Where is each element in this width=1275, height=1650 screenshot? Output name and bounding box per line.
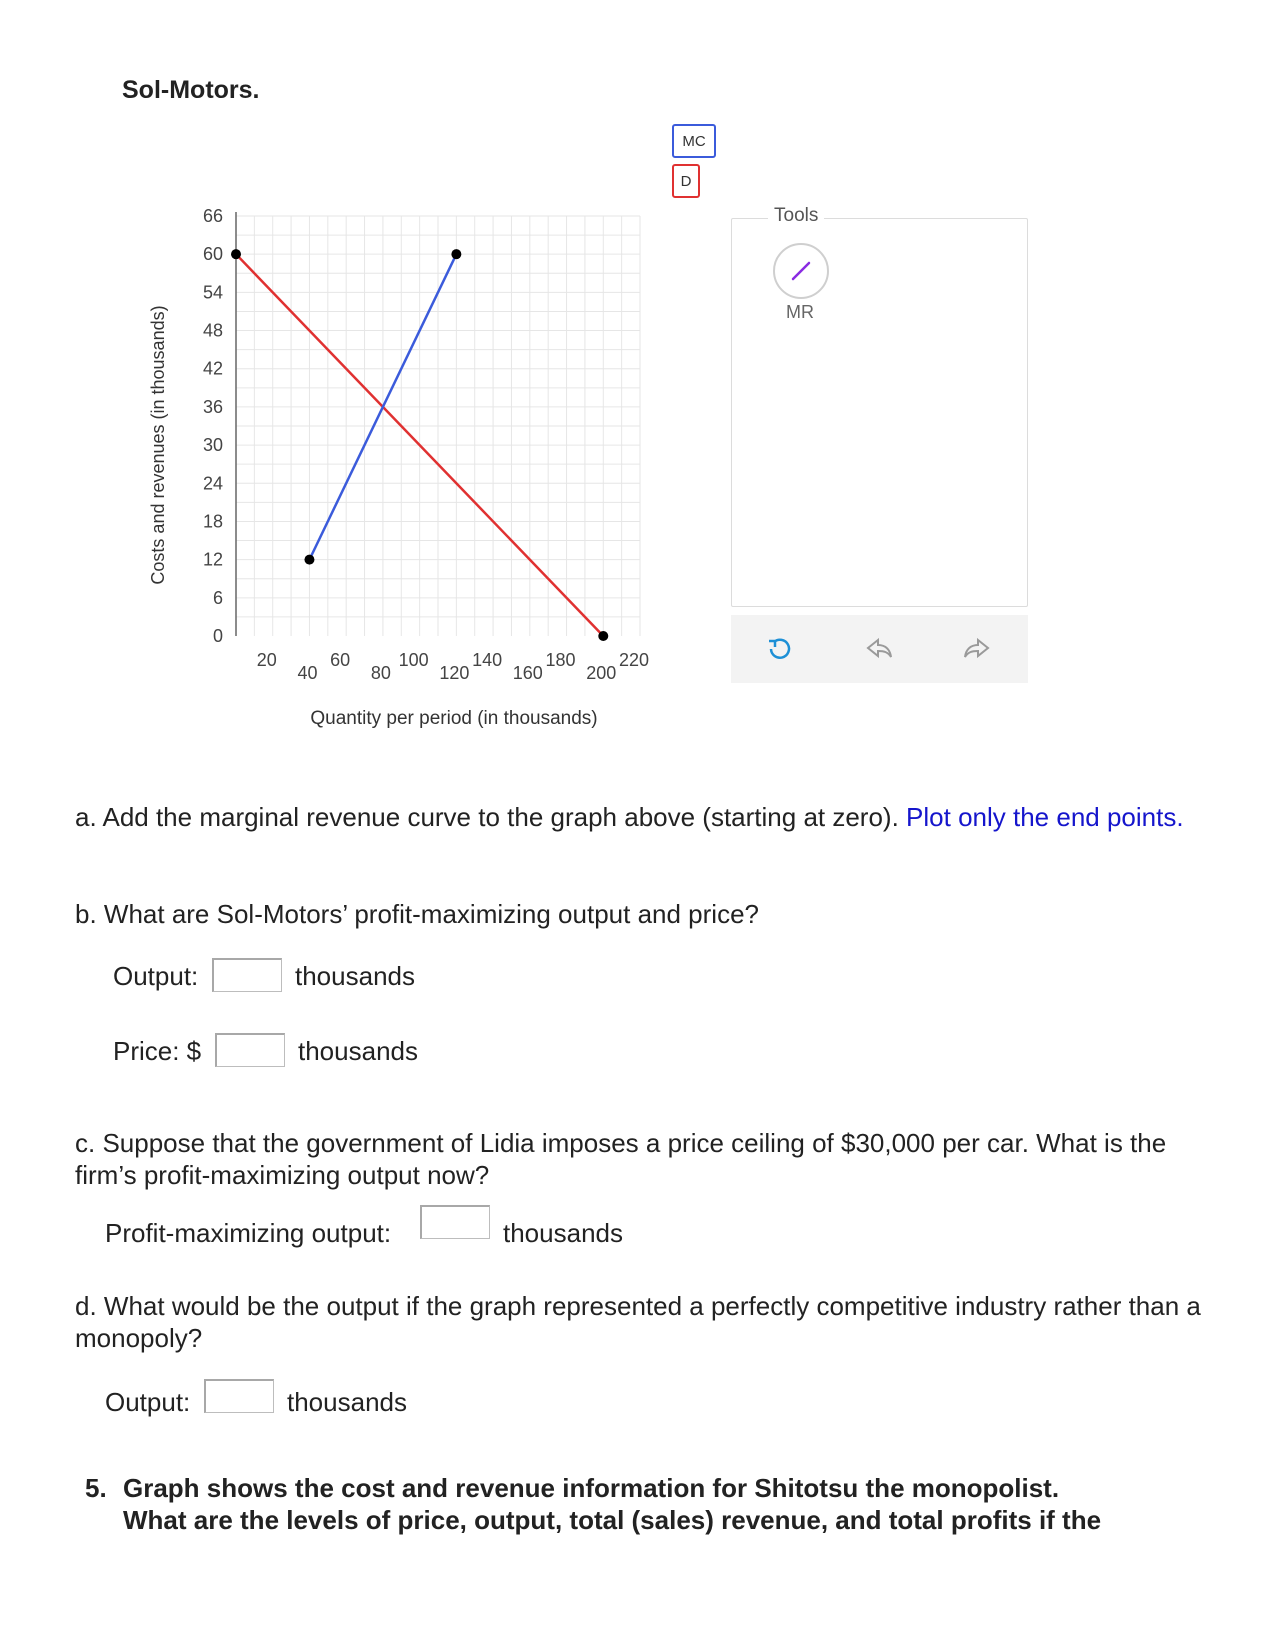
x-tick-label: 20 xyxy=(256,650,277,670)
c-output-unit: thousands xyxy=(503,1218,623,1248)
mc-endpoint[interactable] xyxy=(304,555,314,565)
y-axis-label: Costs and revenues (in thousands) xyxy=(148,305,168,585)
x-tick-label: 140 xyxy=(472,650,503,670)
b-output-input[interactable] xyxy=(212,958,282,992)
y-tick-label: 6 xyxy=(212,587,223,608)
x-tick-label: 60 xyxy=(330,650,351,670)
y-tick-label: 60 xyxy=(202,244,223,265)
y-tick-label: 12 xyxy=(202,549,223,570)
x-tick-label: 160 xyxy=(512,663,543,683)
d-output-unit: thousands xyxy=(287,1387,407,1417)
x-tick-label: 220 xyxy=(618,650,650,670)
x-tick-label: 200 xyxy=(586,663,617,683)
question-5-line1: Graph shows the cost and revenue information for Shitotsu the monopolist. xyxy=(123,1473,1060,1503)
question-a xyxy=(75,801,1215,833)
x-tick-label: 120 xyxy=(439,663,470,683)
y-tick-label: 18 xyxy=(202,511,223,532)
legend-mc[interactable] xyxy=(672,124,716,158)
b-price-input[interactable] xyxy=(215,1033,285,1067)
question-c: c. Suppose that the government of Lidia imposes a price ceiling of $30,000 per car. What is the firm’s profit-maximizing output now? xyxy=(75,1128,1167,1190)
b-output-unit: thousands xyxy=(295,961,415,991)
y-tick-label: 42 xyxy=(202,358,223,379)
d-endpoint[interactable] xyxy=(598,631,608,641)
undo-icon[interactable] xyxy=(862,632,896,666)
y-tick-label: 0 xyxy=(212,626,223,646)
redo-icon[interactable] xyxy=(960,632,994,666)
y-tick-label: 48 xyxy=(202,320,223,341)
question-a-text: a. Add the marginal revenue curve to the graph above (starting at zero). xyxy=(75,802,907,832)
b-price-unit: thousands xyxy=(298,1036,418,1066)
y-tick-label: 66 xyxy=(202,206,223,226)
mr-line-tool-button[interactable] xyxy=(773,243,829,299)
question-5-line2: What are the levels of price, output, total (sales) revenue, and total profits if the xyxy=(123,1505,1102,1535)
chart-ticks xyxy=(203,206,649,683)
question-5-number: 5. xyxy=(85,1473,107,1503)
d-output-label: Output: xyxy=(105,1387,191,1417)
c-output-label: Profit-maximizing output: xyxy=(105,1218,392,1248)
y-tick-label: 36 xyxy=(202,396,223,417)
b-price-label: Price: $ xyxy=(113,1036,202,1066)
y-tick-label: 54 xyxy=(202,282,223,303)
question-5 xyxy=(85,1472,1205,1536)
chart[interactable] xyxy=(140,110,700,730)
legend-mc-label: MC xyxy=(682,132,706,150)
x-tick-label: 40 xyxy=(297,663,318,683)
legend-d-label: D xyxy=(680,172,692,190)
tools-title: Tools xyxy=(768,205,824,227)
chart-grid xyxy=(236,212,640,636)
legend-d[interactable] xyxy=(672,164,700,198)
question-b: b. What are Sol-Motors’ profit-maximizing output and price? xyxy=(75,899,759,929)
x-axis-label: Quantity per period (in thousands) xyxy=(310,708,598,729)
x-tick-label: 180 xyxy=(545,650,576,670)
c-output-input[interactable] xyxy=(420,1205,490,1239)
question-d: d. What would be the output if the graph represented a perfectly competitive industry rather than a monopoly? xyxy=(75,1291,1201,1353)
d-output-input[interactable] xyxy=(204,1379,274,1413)
mc-endpoint[interactable] xyxy=(451,249,461,259)
question-a-highlight: Plot only the end points. xyxy=(906,802,1184,832)
x-tick-label: 100 xyxy=(398,650,429,670)
reset-icon[interactable] xyxy=(763,632,797,666)
page-title: Sol-Motors. xyxy=(122,76,260,104)
b-output-label: Output: xyxy=(113,961,199,991)
mr-tool-label: MR xyxy=(786,302,814,322)
x-tick-label: 80 xyxy=(370,663,391,683)
d-endpoint[interactable] xyxy=(231,249,241,259)
line-tool-icon xyxy=(787,257,815,285)
y-tick-label: 30 xyxy=(202,435,223,456)
y-tick-label: 24 xyxy=(202,473,223,494)
